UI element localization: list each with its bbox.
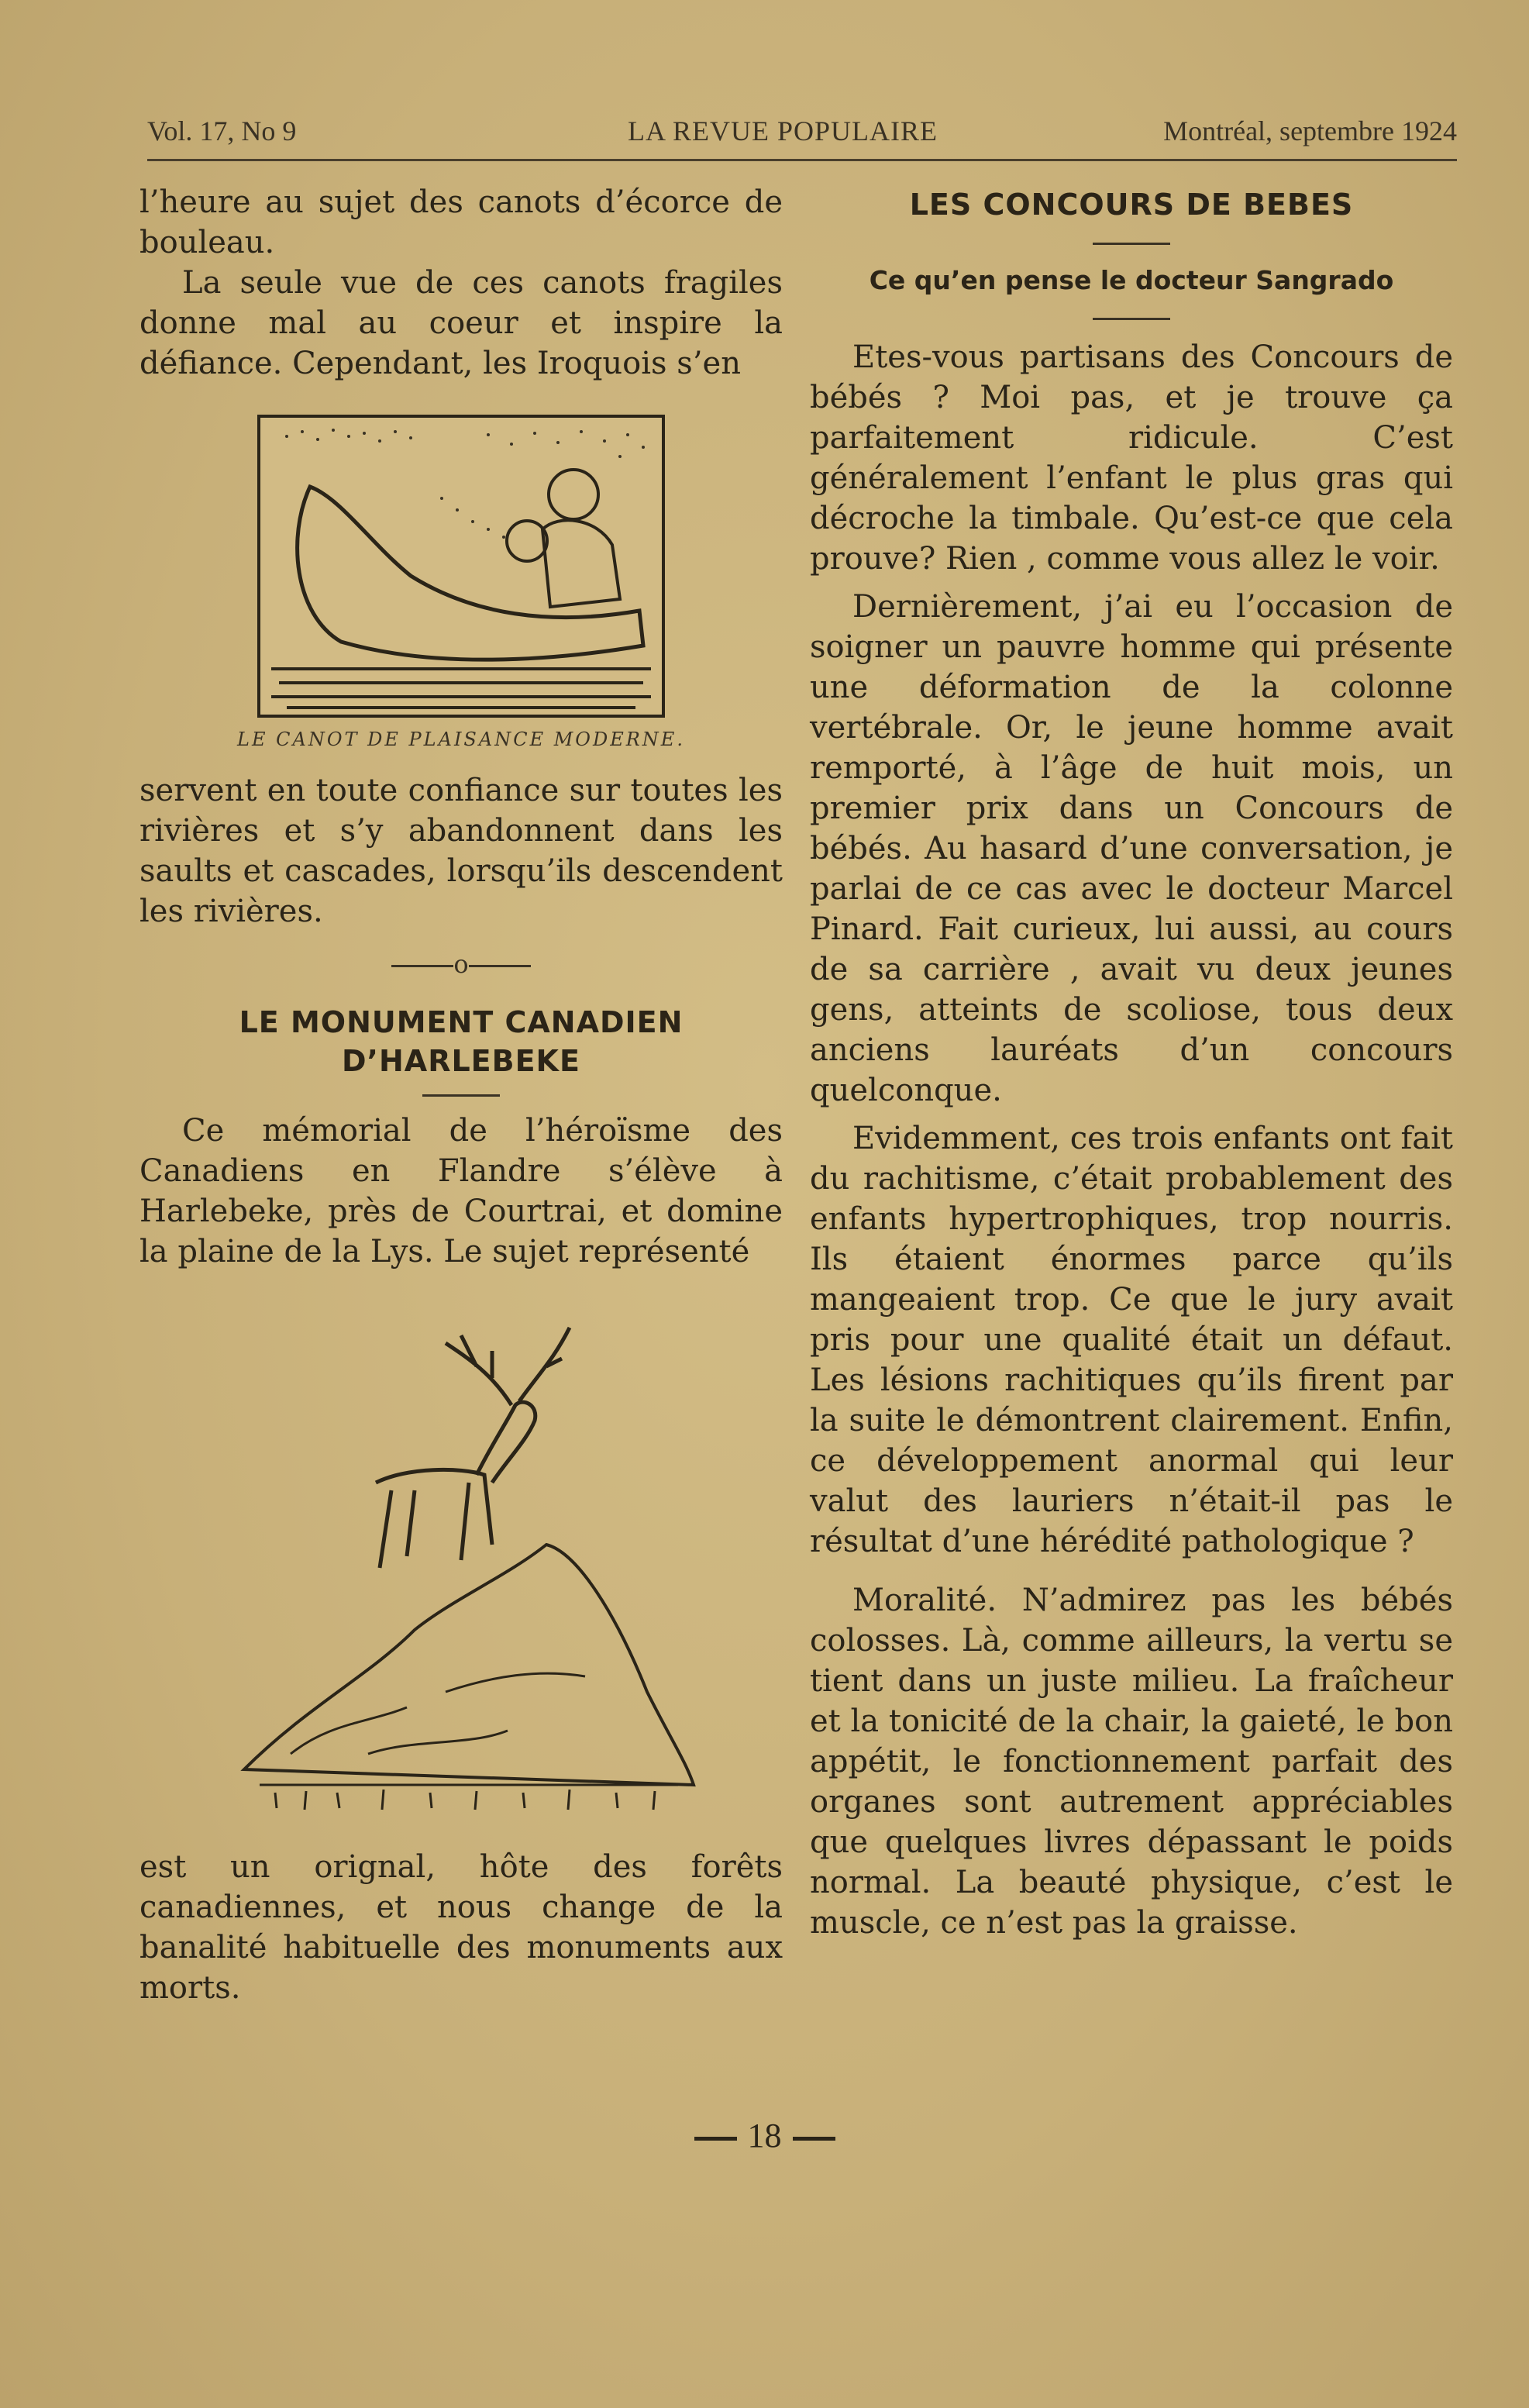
page-number: 18 bbox=[747, 2117, 782, 2155]
right-column bbox=[810, 182, 1453, 1943]
place-date: Montréal, septembre 1924 bbox=[1163, 115, 1457, 146]
title-rule bbox=[422, 1094, 500, 1097]
right-paragraph-3: Evidemment, ces trois enfants ont fait du rachitisme, c’était probablement des enfants hypertrophiques, trop nourris. Ils étaient énormes parce qu’ils mangeaient trop. Ce que le jury avait pris pour une qualité était un défaut. Les lésions rachitiques qu’ils firent par la suite le démontrent clairement. Enfin, ce développement anormal qui leur valut des lauriers n’était-il pas le résultat d’une hérédité pathologique ? bbox=[810, 1121, 1453, 1559]
article-title-bebes: LES CONCOURS DE BEBES bbox=[909, 188, 1354, 222]
section-title-monument: LE MONUMENT CANADIEN D’HARLEBEKE bbox=[239, 1005, 684, 1078]
left-paragraph-5: est un orignal, hôte des forêts canadiennes, et nous change de la banalité habituelle des monuments aux morts. bbox=[139, 1849, 783, 2006]
left-paragraph-1: l’heure au sujet des canots d’écorce de bouleau. bbox=[139, 184, 783, 260]
title-rule bbox=[1093, 243, 1170, 245]
moose-monument-illustration bbox=[213, 1289, 709, 1831]
section-separator bbox=[139, 949, 783, 980]
left-paragraph-2: La seule vue de ces canots fragiles donne mal au coeur et inspire la défiance. Cependant, les Iroquois s’en bbox=[139, 265, 783, 381]
left-column bbox=[139, 182, 783, 2008]
subtitle-rule bbox=[1093, 318, 1170, 320]
header-rule bbox=[147, 159, 1457, 161]
running-header bbox=[147, 109, 1457, 155]
figure-caption-canoe: LE CANOT DE PLAISANCE MODERNE. bbox=[237, 729, 685, 750]
canoe-illustration bbox=[256, 413, 666, 719]
right-paragraph-2: Dernièrement, j’ai eu l’occasion de soigner un pauvre homme qui présente une déformation de la colonne vertébrale. Or, le jeune homme avait remporté, à l’âge de huit mois, un premier prix dans un Concours de bébés. Au hasard d’une conversation, je parlai de ce cas avec le docteur Marcel Pinard. Fait curieux, lui aussi, au cours de sa carrière , avait vu deux jeunes gens, atteints de scoliose, tous deux anciens lauréats d’un concours quelconque. bbox=[810, 589, 1453, 1108]
left-paragraph-3: servent en toute confiance sur toutes les rivières et s’y abandonnent dans les saults et cascades, lorsqu’ils descendent les rivières. bbox=[139, 773, 783, 929]
separator-glyph: o bbox=[453, 949, 469, 979]
right-paragraph-4: Moralité. N’admirez pas les bébés colosses. Là, comme ailleurs, la vertu se tient dans un juste milieu. La fraîcheur et la tonicité de la chair, la gaieté, le bon appétit, le fonctionnement parfait des organes sont autrement appréciables que quelques livres dépassant le poids normal. La beauté physique, c’est le muscle, ce n’est pas la graisse. bbox=[810, 1583, 1453, 1941]
right-paragraph-1: Etes-vous partisans des Concours de bébés ? Moi pas, et je trouve ça parfaitement ridicule. C’est généralement l’enfant le plus gras qui décroche la timbale. Qu’est-ce que cela prouve? Rien , comme vous allez le voir. bbox=[810, 339, 1453, 577]
left-paragraph-4: Ce mémorial de l’héroïsme des Canadiens en Flandre s’élève à Harlebeke, près de Courtrai, et domine la plaine de la Lys. Le sujet représenté bbox=[139, 1113, 783, 1269]
article-subtitle: Ce qu’en pense le docteur Sangrado bbox=[869, 265, 1394, 295]
publication-title: LA REVUE POPULAIRE bbox=[628, 115, 938, 146]
page-footer bbox=[0, 2116, 1529, 2155]
volume-number: Vol. 17, No 9 bbox=[147, 115, 297, 146]
